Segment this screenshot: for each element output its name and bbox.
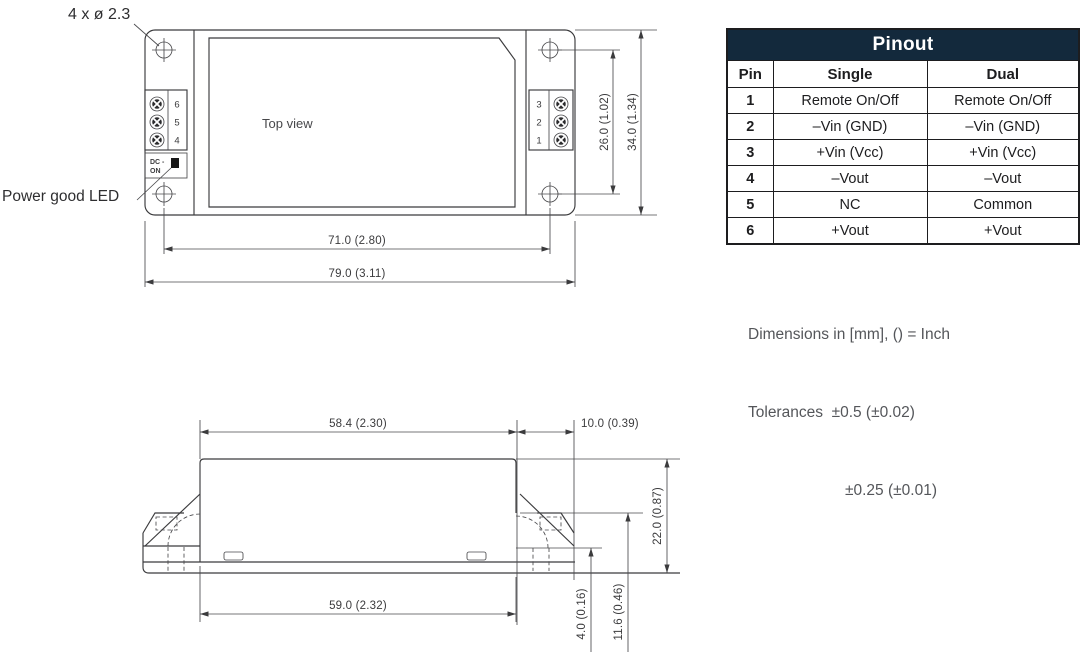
- dim-label: 79.0 (3.11): [328, 268, 386, 280]
- dim-label: 58.4 (2.30): [329, 418, 387, 430]
- dual-function: –Vout: [927, 166, 1079, 192]
- dual-function: +Vin (Vcc): [927, 140, 1079, 166]
- case-outline: [209, 38, 515, 207]
- table-row: [727, 140, 1079, 166]
- baseplate-bottom-edge: [143, 533, 680, 573]
- pin-number: 2: [727, 114, 773, 140]
- dual-function: –Vin (GND): [927, 114, 1079, 140]
- table-row: [727, 218, 1079, 245]
- pin-number-label: 2: [536, 117, 542, 129]
- column-header-dual: Dual: [927, 61, 1079, 88]
- notes-units-line: Dimensions in [mm], () = Inch: [748, 326, 950, 343]
- dual-function: Remote On/Off: [927, 88, 1079, 114]
- dim-label: 11.6 (0.46): [613, 583, 625, 641]
- pin-number: 6: [727, 218, 773, 245]
- pin-number-label: 1: [536, 135, 542, 147]
- led-callout-label: Power good LED: [2, 188, 120, 205]
- top-view-drawing: [0, 0, 700, 310]
- notes-tolerance-line1: Tolerances ±0.5 (±0.02): [748, 404, 915, 421]
- notes-tolerance-line2: ±0.25 (±0.01): [845, 482, 937, 499]
- table-row: [727, 192, 1079, 218]
- left-terminal-block: [145, 90, 187, 150]
- single-function: –Vin (GND): [773, 114, 927, 140]
- base-slot: [467, 552, 486, 560]
- led-indicator: [171, 158, 179, 168]
- base-slot: [224, 552, 243, 560]
- pin-number: 4: [727, 166, 773, 192]
- left-bend-arc: [168, 514, 200, 546]
- pin-number-label: 5: [174, 117, 180, 129]
- dim-label: 34.0 (1.34): [627, 93, 639, 151]
- dc-on-label: ON: [150, 168, 161, 175]
- case-side-outline: [200, 459, 516, 562]
- column-header-pin: Pin: [727, 61, 773, 88]
- pinout-table: [726, 28, 1080, 245]
- top-view-label: Top view: [262, 116, 313, 131]
- pin-number: 1: [727, 88, 773, 114]
- left-bracket-diagonal: [145, 494, 200, 546]
- dual-function: Common: [927, 192, 1079, 218]
- pin-number-label: 6: [174, 99, 180, 111]
- dual-function: +Vout: [927, 218, 1079, 245]
- pinout-table-title: Pinout: [727, 29, 1079, 61]
- column-header-single: Single: [773, 61, 927, 88]
- dim-label: 71.0 (2.80): [328, 235, 386, 247]
- dim-label: 22.0 (0.87): [652, 487, 664, 545]
- dim-label: 26.0 (1.02): [599, 93, 611, 151]
- single-function: +Vin (Vcc): [773, 140, 927, 166]
- dimension-notes: [748, 270, 950, 556]
- table-header-row: [727, 61, 1079, 88]
- dim-label: 4.0 (0.16): [576, 588, 588, 640]
- single-function: +Vout: [773, 218, 927, 245]
- table-row: [727, 166, 1079, 192]
- pin-number-label: 3: [536, 99, 542, 111]
- pin-number-label: 4: [174, 135, 180, 147]
- table-row: [727, 114, 1079, 140]
- pin-number: 5: [727, 192, 773, 218]
- dc-on-label: DC -: [150, 159, 165, 166]
- single-function: –Vout: [773, 166, 927, 192]
- dim-label: 59.0 (2.32): [329, 600, 387, 612]
- right-bend-arc: [516, 516, 548, 548]
- pin-number: 3: [727, 140, 773, 166]
- table-row: [727, 88, 1079, 114]
- single-function: Remote On/Off: [773, 88, 927, 114]
- side-view-drawing: [130, 403, 690, 652]
- hole-callout-label: 4 x ø 2.3: [68, 6, 131, 23]
- dim-label: 10.0 (0.39): [581, 418, 639, 430]
- single-function: NC: [773, 192, 927, 218]
